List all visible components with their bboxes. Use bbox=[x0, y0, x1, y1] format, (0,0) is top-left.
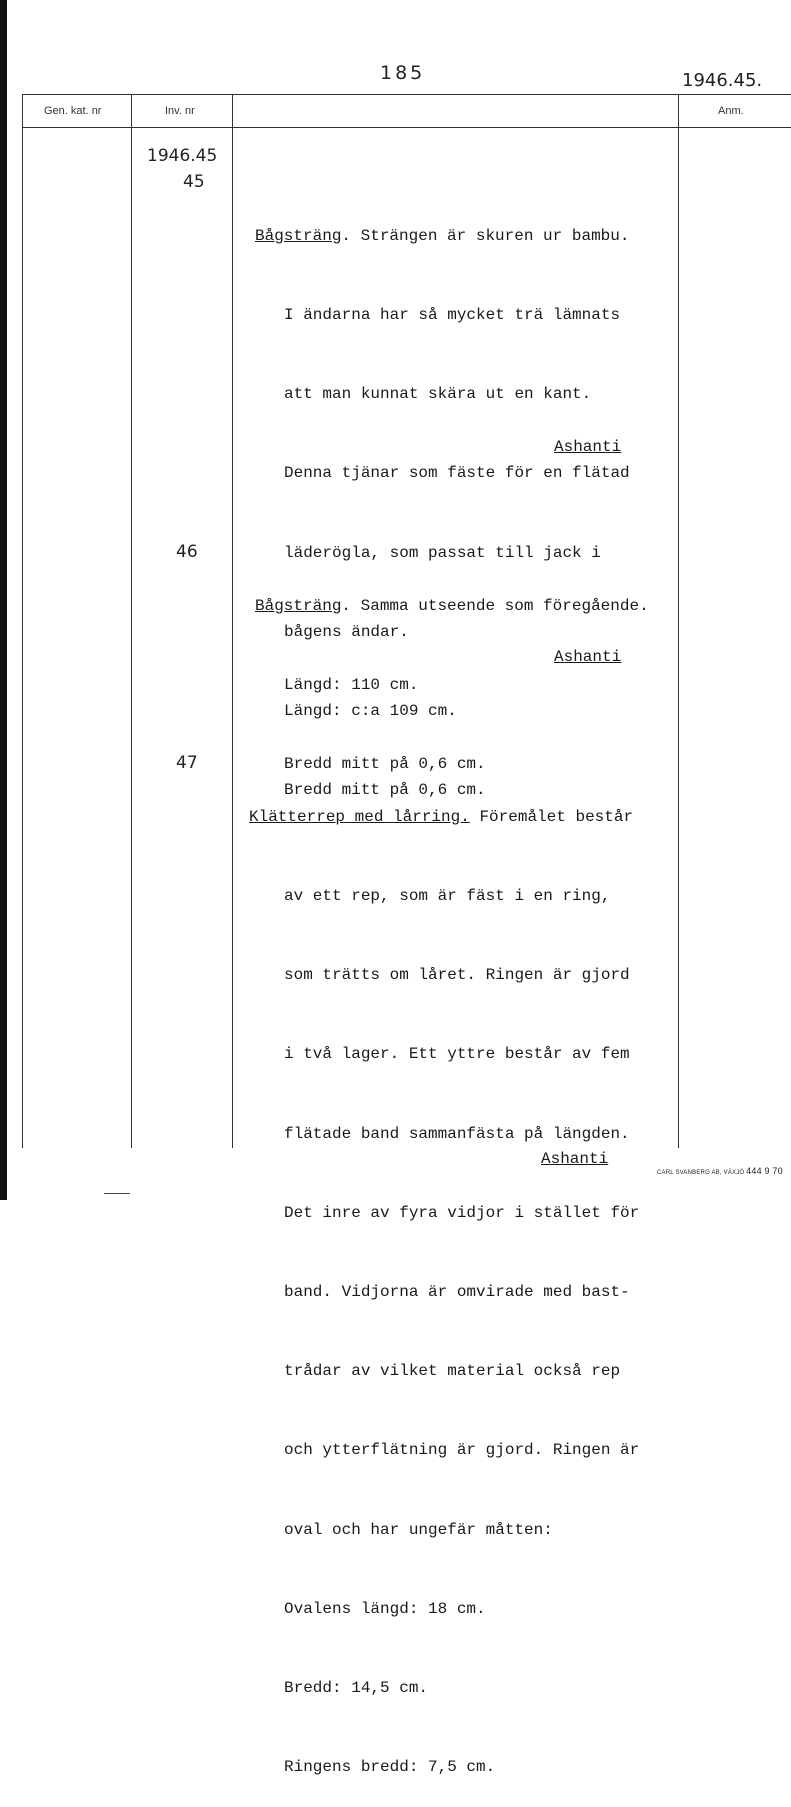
entry-text: . Strängen är skuren ur bambu. bbox=[341, 226, 630, 245]
inv-number: 47 bbox=[176, 753, 198, 773]
entry-origin: Ashanti bbox=[541, 1150, 609, 1168]
entry-first-line bbox=[255, 593, 649, 619]
entry-line: Bredd: 14,5 cm. bbox=[284, 1679, 429, 1698]
margin-mark bbox=[104, 1193, 130, 1194]
page-edge-bar bbox=[0, 0, 7, 1200]
header-top-rule bbox=[22, 94, 791, 95]
page-number: 185 bbox=[380, 62, 426, 84]
printer-name: CARL SVANBERG AB, VÄXJÖ bbox=[657, 1170, 745, 1176]
entry-line: Denna tjänar som fäste för en flätad bbox=[284, 464, 630, 483]
entry-line: läderögla, som passat till jack i bbox=[284, 543, 601, 562]
column-rule-left bbox=[22, 94, 23, 1148]
entry-origin: Ashanti bbox=[554, 438, 622, 456]
inv-number: 46 bbox=[176, 542, 198, 562]
entry-line: bågens ändar. bbox=[284, 622, 409, 641]
entry-first-line bbox=[249, 804, 639, 830]
column-rule-anm bbox=[678, 94, 679, 1148]
entry-line: flätade band sammanfästa på längden. bbox=[284, 1124, 630, 1143]
column-rule-gen bbox=[131, 94, 132, 1148]
entry-line: Längd: 110 cm. bbox=[284, 676, 419, 695]
entry-line: och ytterflätning är gjord. Ringen är bbox=[284, 1441, 640, 1460]
inv-series-header: 1946.45 bbox=[147, 146, 218, 166]
entry-line: band. Vidjorna är omvirade med bast- bbox=[284, 1283, 630, 1302]
entry-line: i två lager. Ett yttre består av fem bbox=[284, 1045, 630, 1064]
catalog-entry bbox=[249, 751, 639, 1807]
entry-text: . Samma utseende som föregående. bbox=[341, 596, 649, 615]
page-reference: 1946.45. bbox=[682, 70, 763, 91]
entry-first-line bbox=[255, 223, 630, 249]
entry-line: av ett rep, som är fäst i en ring, bbox=[284, 887, 611, 906]
entry-line: trådar av vilket material också rep bbox=[284, 1362, 621, 1381]
entry-title: Bågsträng bbox=[255, 596, 342, 615]
entry-line: Ovalens längd: 18 cm. bbox=[284, 1599, 486, 1618]
column-header-gen-kat: Gen. kat. nr bbox=[44, 105, 102, 117]
entry-line: Bredd mitt på 0,6 cm. bbox=[284, 755, 486, 774]
column-rule-inv bbox=[232, 94, 233, 1148]
entry-line: Det inre av fyra vidjor i stället för bbox=[284, 1203, 640, 1222]
entry-origin: Ashanti bbox=[554, 648, 622, 666]
header-bottom-rule bbox=[22, 127, 791, 128]
column-header-anm: Anm. bbox=[718, 105, 744, 117]
printer-code: 444 9 70 bbox=[746, 1166, 783, 1176]
entry-line: att man kunnat skära ut en kant. bbox=[284, 385, 592, 404]
inv-number: 45 bbox=[183, 172, 205, 192]
entry-line: som trätts om låret. Ringen är gjord bbox=[284, 966, 630, 985]
printer-imprint bbox=[657, 1166, 783, 1176]
entry-line: Längd: c:a 109 cm. bbox=[284, 702, 457, 721]
entry-line: I ändarna har så mycket trä lämnats bbox=[284, 306, 621, 325]
entry-line: Bredd mitt på 0,6 cm. bbox=[284, 781, 486, 800]
column-header-inv: Inv. nr bbox=[165, 105, 195, 117]
entry-title: Bågsträng bbox=[255, 226, 342, 245]
entry-line: Ringens bredd: 7,5 cm. bbox=[284, 1758, 496, 1777]
entry-title: Klätterrep med lårring. bbox=[249, 807, 470, 826]
entry-line: oval och har ungefär måtten: bbox=[284, 1520, 553, 1539]
entry-text: Föremålet består bbox=[469, 807, 634, 826]
